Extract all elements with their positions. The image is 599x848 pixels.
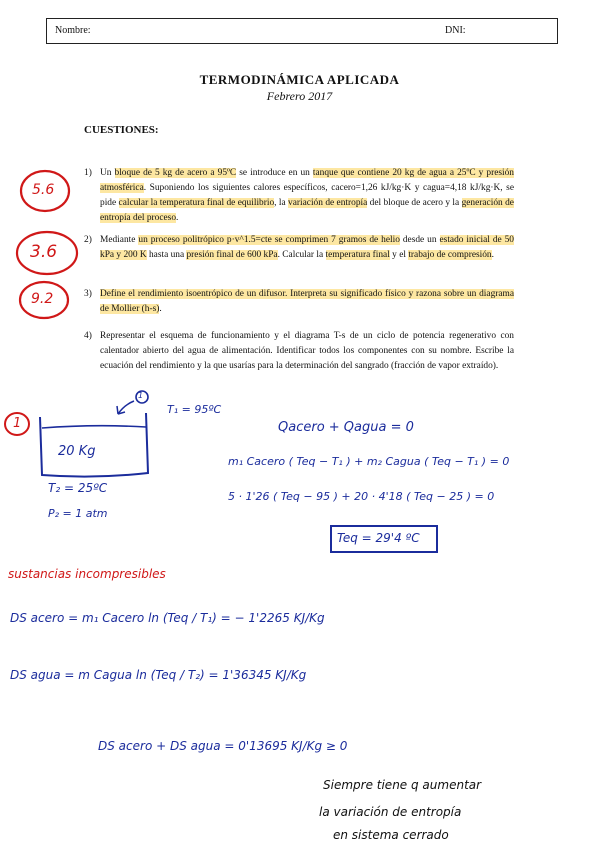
question-text-span: . [176, 213, 179, 223]
entropy-steel: DS acero = m₁ Cacero ln (Teq / T₁) = − 1'2265 KJ/Kg [10, 611, 325, 625]
highlighted-text: bloque de 5 kg de acero a 95ºC [114, 168, 237, 178]
question-text-span: se introduce en un [236, 168, 313, 178]
document-title: TERMODINÁMICA APLICADA [199, 72, 400, 87]
question-number: 4) [84, 331, 92, 341]
highlighted-text: variación de entropía [288, 198, 368, 208]
conclusion-line-3: en sistema cerrado [333, 828, 449, 842]
entropy-water: DS agua = m Cagua ln (Teq / T₂) = 1'36345 KJ/Kg [10, 668, 307, 682]
highlighted-text: trabajo de compresión [408, 250, 492, 260]
question-text-span: Mediante [100, 235, 139, 245]
question-text-span: del bloque de acero y la [367, 198, 462, 208]
question-text-span: , la [274, 198, 289, 208]
initial-temp-block: T₁ = 95ºC [167, 403, 222, 416]
assumption-note: sustancias incompresibles [8, 567, 166, 581]
initial-temp-water: T₂ = 25ºC [48, 481, 108, 495]
grade-q2: 3.6 [30, 242, 58, 262]
final-temperature: Teq = 29'4 ºC [337, 531, 420, 545]
energy-balance: Qacero + Qagua = 0 [278, 420, 414, 435]
highlighted-text: calcular la temperatura final de equilibrio [118, 198, 275, 208]
highlighted-text: Define el rendimiento isoentrópico de un difusor. Interpreta su significado físico y razona sobre un diagrama de Mollier (h-s) [100, 289, 514, 314]
question-text-span: . [491, 250, 494, 260]
highlighted-text: estado inicial de 50 kPa y 200 K [100, 235, 514, 260]
document-date: Febrero 2017 [266, 89, 333, 103]
question-number: 3) [84, 289, 92, 299]
pressure-water: P₂ = 1 atm [48, 507, 108, 520]
highlighted-text: tanque que contiene 20 kg de agua a 25ºC y presión atmosférica [100, 168, 514, 193]
entropy-total: DS acero + DS agua = 0'13695 KJ/Kg ≥ 0 [98, 739, 348, 753]
dni-label: DNI: [445, 25, 466, 36]
highlighted-text: temperatura final [325, 250, 390, 260]
conclusion-line-2: la variación de entropía [319, 805, 462, 819]
conclusion-line-1: Siempre tiene q aumentar [323, 778, 482, 792]
question-text-span: . [159, 304, 162, 314]
highlighted-text: generación de entropía del proceso [100, 198, 514, 223]
name-label: Nombre: [55, 25, 91, 36]
tank-mass: 20 Kg [58, 444, 96, 459]
question-text-span: . Suponiendo los siguientes calores específicos, cacero=1,26 kJ/kg·K y cagua=4,18 kJ/kg·K, se pide [100, 183, 514, 208]
question-text-span: Un [100, 168, 115, 178]
question-text-span: hasta una [146, 250, 187, 260]
grade-q1: 5.6 [32, 182, 55, 198]
question-text-span: desde un [399, 235, 440, 245]
energy-substitution: 5 · 1'26 ( Teq − 95 ) + 20 · 4'18 ( Teq − 25 ) = 0 [228, 490, 495, 503]
question-text-span: Representar el esquema de funcionamiento y el diagrama T-s de un ciclo de potencia regenerativo con calentador abierto del agua de alimentación. Identificar todos los componentes con su nombre. Escribe la ecuación del rendimiento y la que usarías para la determinación del sangrado (fracción de vapor extraído). [100, 331, 514, 371]
grade-q3: 9.2 [31, 291, 54, 307]
highlighted-text: presión final de 600 kPa [186, 250, 278, 260]
tank-water-line [42, 426, 146, 428]
energy-equation: m₁ Cacero ( Teq − T₁ ) + m₂ Cagua ( Teq − T₁ ) = 0 [228, 455, 510, 468]
question-number: 1) [84, 168, 92, 178]
answer-number: 1 [13, 416, 22, 431]
block-marker: 1 [138, 391, 144, 400]
question-text-span: . Calcular la [277, 250, 326, 260]
section-title: CUESTIONES: [84, 124, 159, 136]
question-number: 2) [84, 235, 92, 245]
question-text-span: y el [389, 250, 409, 260]
highlighted-text: un proceso politrópico p·v^1.5=cte se comprimen 7 gramos de helio [138, 235, 400, 245]
drop-arrow [117, 401, 134, 414]
